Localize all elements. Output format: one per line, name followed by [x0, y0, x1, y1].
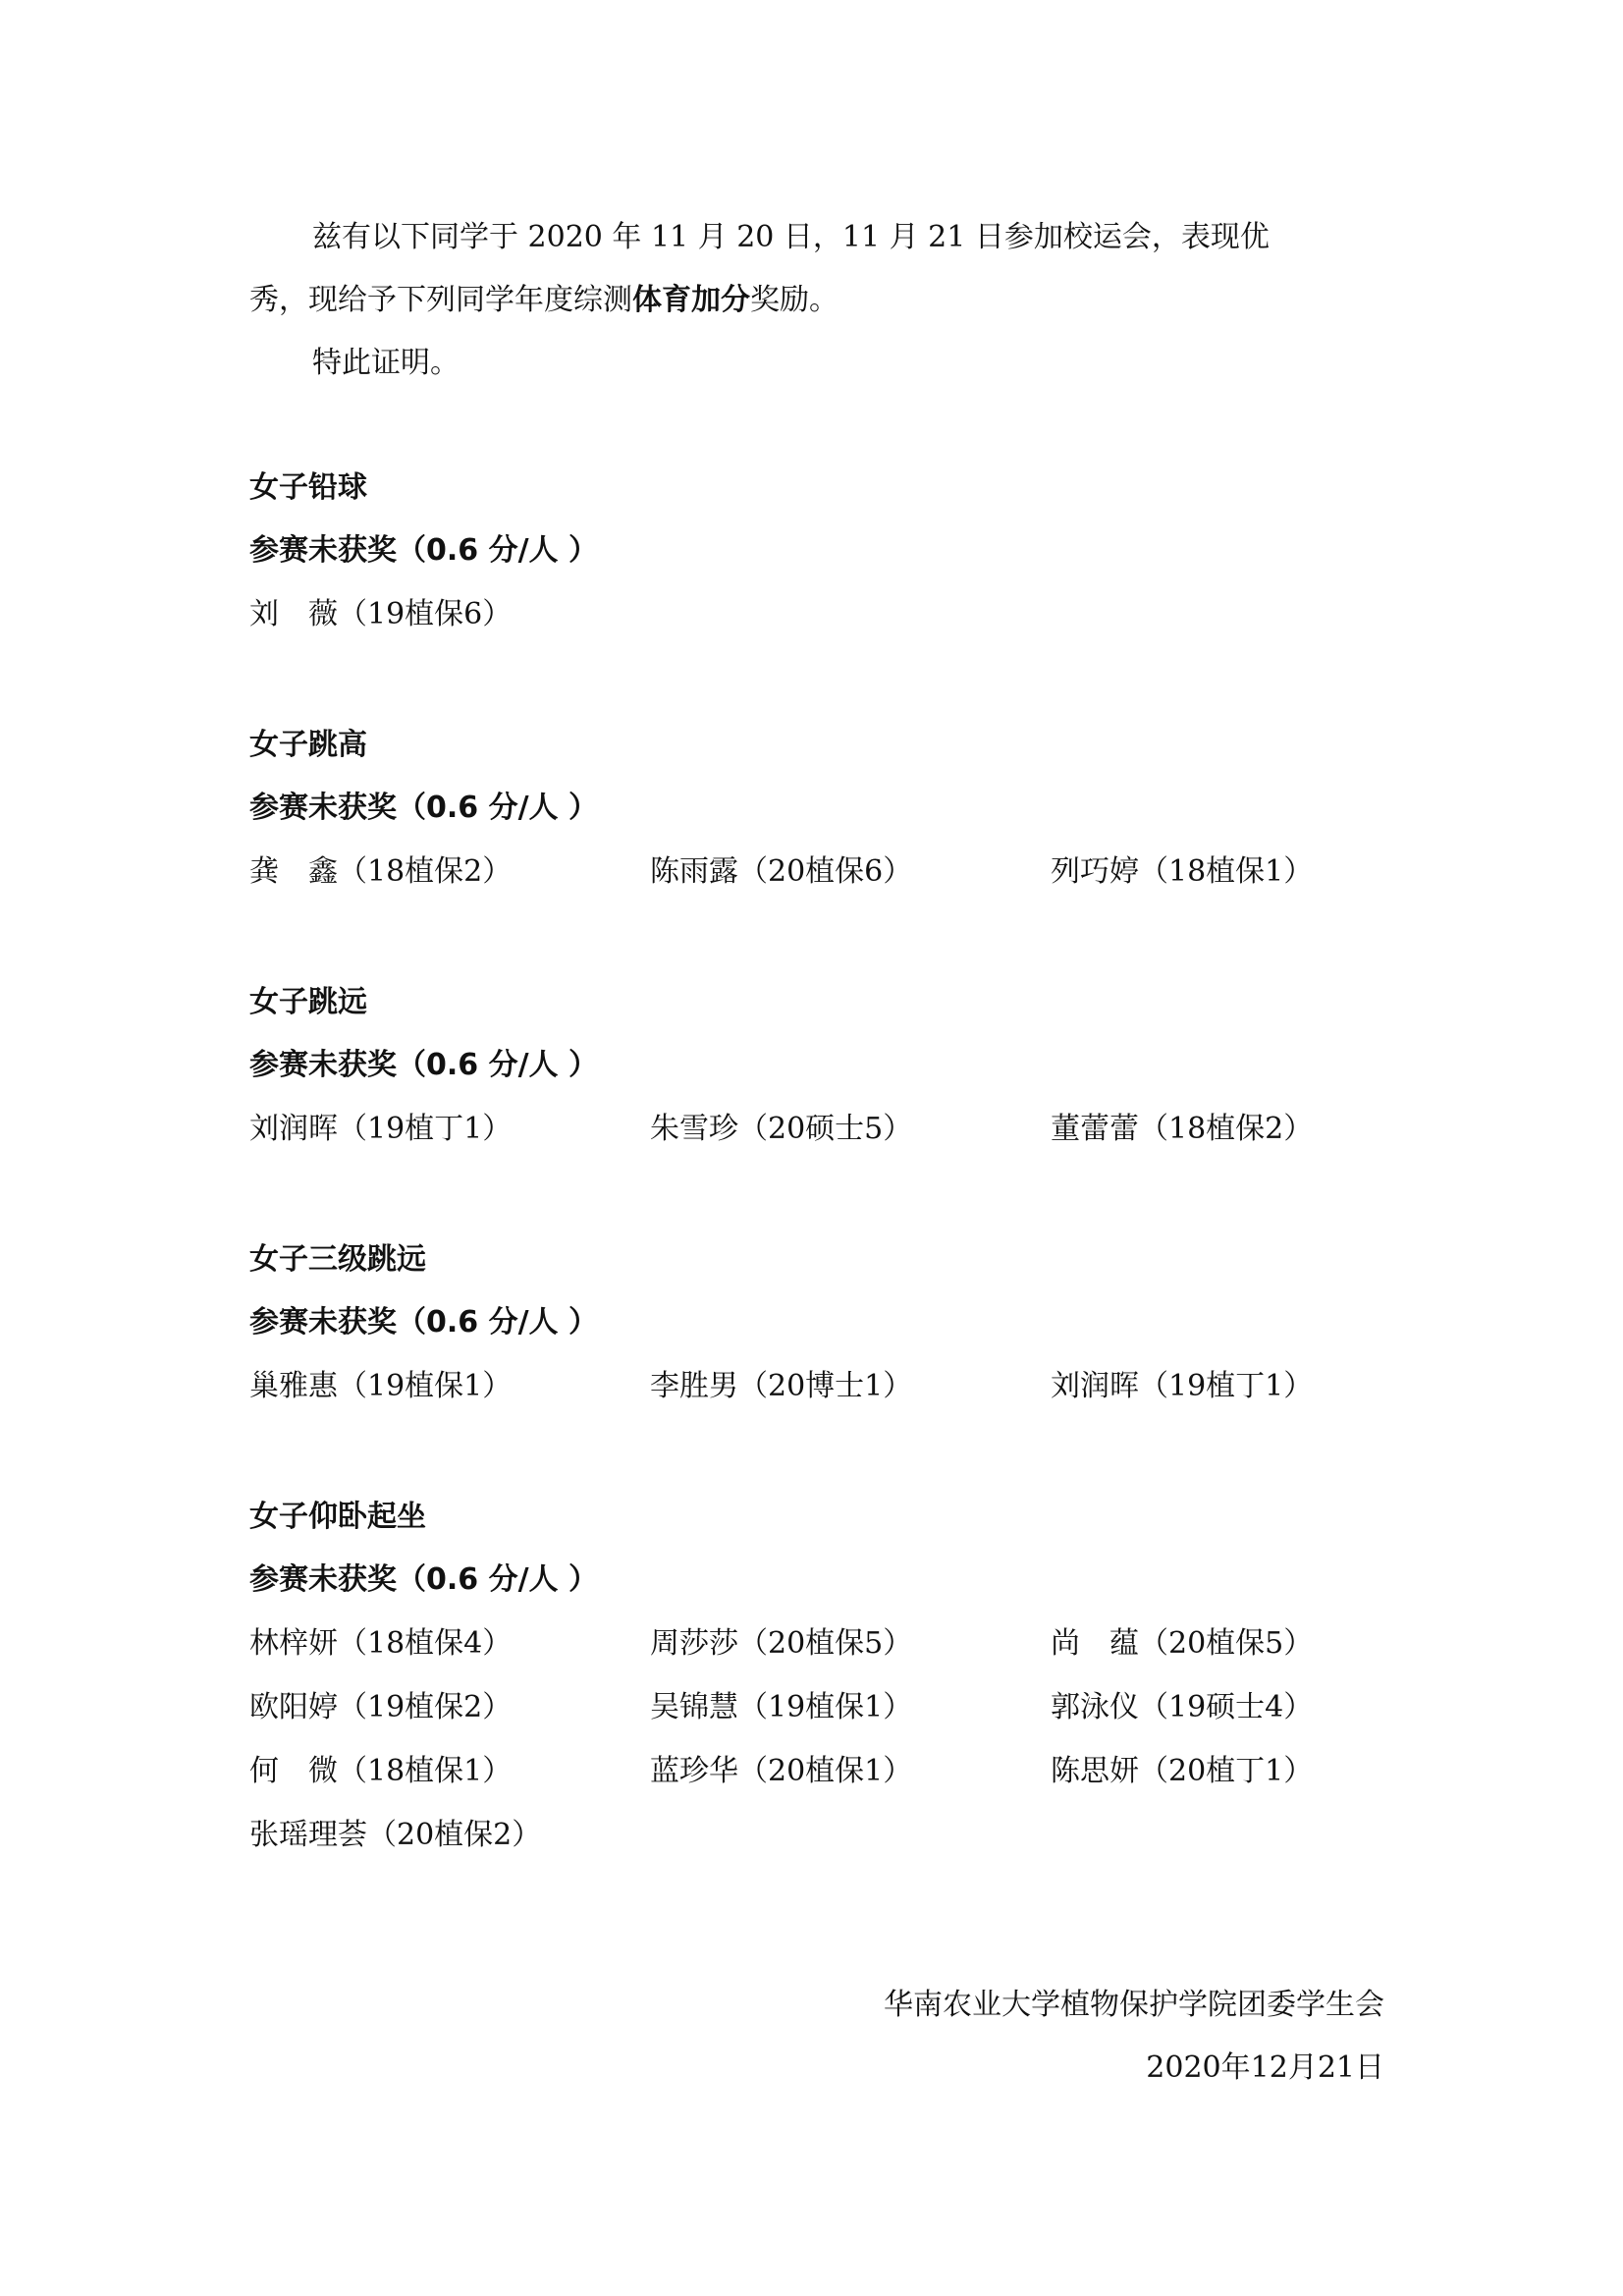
- name-list: [249, 840, 1388, 903]
- signature-block: [884, 1974, 1384, 2100]
- list-item: 尚 蕴（20植保5）: [1051, 1626, 1314, 1661]
- intro-line-2: 秀，现给予下列同学年度综测体育加分奖励。: [249, 283, 839, 317]
- list-item: 陈雨露（20植保6）: [650, 854, 913, 889]
- name-list: [249, 1354, 1388, 1418]
- intro-bold-text: 体育加分: [632, 283, 750, 317]
- section-triple-jump: [249, 1229, 1388, 1418]
- signature-date: 2020年12月21日: [1146, 2050, 1384, 2085]
- name-list: [249, 582, 1388, 646]
- section-sit-ups: [249, 1486, 1388, 1867]
- section-subtitle: 参赛未获奖（0.6 分/人 ）: [249, 1048, 598, 1082]
- list-item: 龚 鑫（18植保2）: [249, 854, 513, 889]
- section-title: 女子跳远: [249, 985, 367, 1019]
- section-title: 女子跳高: [249, 728, 367, 762]
- section-shot-put: [249, 457, 1388, 646]
- list-item: 蓝珍华（20植保1）: [650, 1754, 913, 1788]
- intro-paragraph: [249, 206, 1388, 395]
- list-item: 欧阳婷（19植保2）: [249, 1690, 513, 1724]
- section-subtitle: 参赛未获奖（0.6 分/人 ）: [249, 791, 598, 825]
- list-item: 陈思妍（20植丁1）: [1051, 1754, 1314, 1788]
- list-item: 刘 薇（19植保6）: [249, 597, 513, 631]
- list-item: 郭泳仪（19硕士4）: [1051, 1690, 1314, 1724]
- section-title: 女子铅球: [249, 470, 367, 505]
- section-high-jump: [249, 714, 1388, 903]
- list-item: 巢雅惠（19植保1）: [249, 1369, 513, 1403]
- name-list: [249, 1097, 1388, 1161]
- list-item: 李胜男（20博士1）: [650, 1369, 913, 1403]
- intro-line-1: 兹有以下同学于 2020 年 11 月 20 日，11 月 21 日参加校运会，表现优: [312, 220, 1270, 254]
- list-item: 董蕾蕾（18植保2）: [1051, 1112, 1314, 1146]
- section-subtitle: 参赛未获奖（0.6 分/人 ）: [249, 533, 598, 568]
- list-item: 列巧婷（18植保1）: [1051, 854, 1314, 889]
- list-item: 何 微（18植保1）: [249, 1754, 513, 1788]
- section-subtitle: 参赛未获奖（0.6 分/人 ）: [249, 1305, 598, 1339]
- list-item: 林梓妍（18植保4）: [249, 1626, 513, 1661]
- list-item: 周莎莎（20植保5）: [650, 1626, 913, 1661]
- list-item: 刘润晖（19植丁1）: [1051, 1369, 1314, 1403]
- section-long-jump: [249, 971, 1388, 1161]
- list-item: 朱雪珍（20硕士5）: [650, 1112, 913, 1146]
- name-list: [249, 1612, 1388, 1867]
- section-subtitle: 参赛未获奖（0.6 分/人 ）: [249, 1562, 598, 1597]
- section-title: 女子三级跳远: [249, 1242, 426, 1277]
- list-item: 吴锦慧（19植保1）: [650, 1690, 913, 1724]
- signature-org: 华南农业大学植物保护学院团委学生会: [884, 1988, 1384, 2022]
- list-item: 张瑶理荟（20植保2）: [249, 1818, 542, 1852]
- intro-line-3: 特此证明。: [312, 346, 460, 380]
- list-item: 刘润晖（19植丁1）: [249, 1112, 513, 1146]
- section-title: 女子仰卧起坐: [249, 1500, 426, 1534]
